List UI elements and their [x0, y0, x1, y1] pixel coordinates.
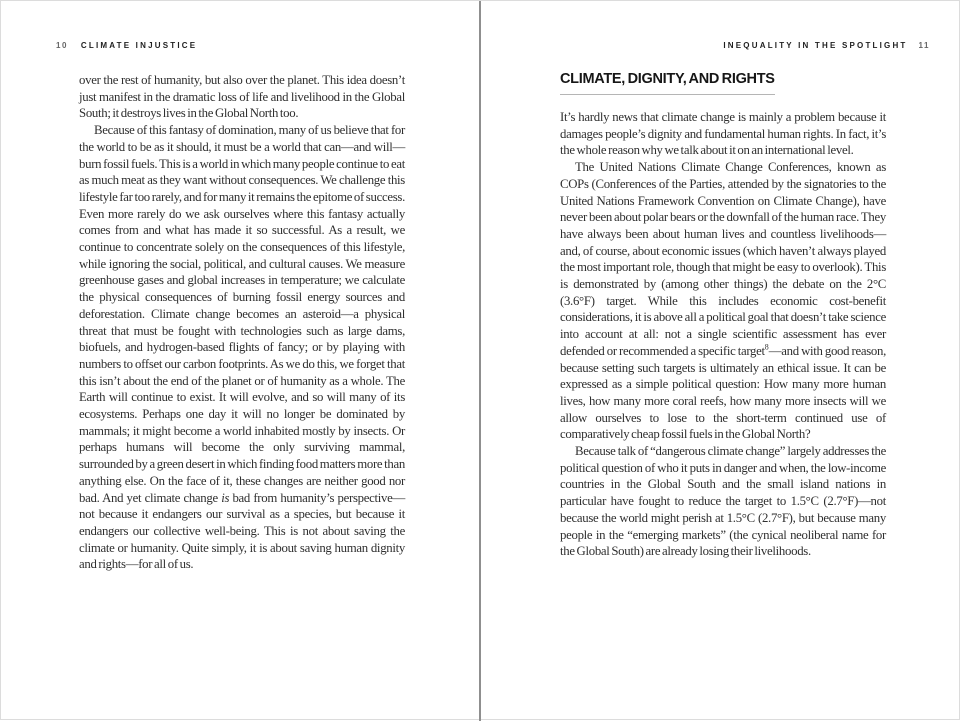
section-heading: CLIMATE, DIGNITY, AND RIGHTS — [560, 72, 775, 95]
left-page-header — [1, 41, 481, 51]
page-gutter-divider — [479, 1, 481, 721]
paragraph: Because talk of “dangerous climate change” largely addresses the political question of who it puts in danger and when, the low-income countries in the Global South and the small island nations in particular have fought to reduce the target to 1.5°C (2.7°F)—not because the world might perish at 1.5°C (2.7°F), but because many people in the “emerging markets” (the cynical neoliberal name for the Global South) are already losing their livelihoods. — [560, 444, 886, 559]
left-page-body — [79, 72, 405, 573]
right-page-header — [481, 41, 960, 51]
right-page-body — [560, 71, 886, 560]
paragraph: It’s hardly news that climate change is mainly a problem because it damages people’s dignity and fundamental human rights. In fact, it’s the whole reason why we talk about it on an international level. — [560, 110, 886, 158]
page-number: 11 — [918, 41, 930, 50]
paragraph: over the rest of humanity, but also over the planet. This idea doesn’t just manifest in the dramatic loss of life and livelihood in the Global South; it destroys lives in the Global North too. — [79, 73, 405, 121]
right-page — [481, 1, 960, 721]
page-number: 10 — [56, 41, 68, 50]
paragraph: The United Nations Climate Change Conferences, known as COPs (Conferences of the Parties, attended by the signatories to the United Nations Framework Convention on Climate Change), have never been about polar bears or the downfall of the human race. They have always been about human lives and countless livelihoods—and, of course, about economic issues (which haven’t always played the most important role, though that might be easy to overlook). This is demonstrated by (among other things) the debate on the 2°C (3.6°F) target. While this includes economic cost-benefit considerations, it is above all a political goal that doesn’t take science into account at all: not a single scientific assessment has ever defended or recommended a specific target$^8$—and with good reason, because setting such targets is ultimately an ethical issue. It can be expressed as a simple political question: How many more human lives, how many more coral reefs, how many more insects will we allow ourselves to lose to the short-term continued use of comparatively cheap fossil fuels in the Global North? — [560, 160, 886, 442]
paragraph: Because of this fantasy of domination, many of us believe that for the world to be as it should, it must be a world that can—and will—burn fossil fuels. This is a world in which many people continue to eat as much meat as they want without consequences. We challenge this lifestyle far too rarely, and for many it remains the epitome of success. Even more rarely do we ask ourselves where this fantasy actually comes from and what has made it so successful. As a result, we continue to concentrate solely on the consequences of this lifestyle, while ignoring the social, political, and cultural causes. We measure greenhouse gases and global increases in temperature; we calculate the physical consequences of burning fossil energy sources and deforestation. Climate change becomes an asteroid—a physical threat that must be fought with technologies such as large dams, biofuels, and hydrogen-based flights of fancy; or by playing with numbers to offset our carbon footprints. As we do this, we forget that this isn’t about the end of the planet or of humanity as a whole. The Earth will continue to exist. It will evolve, and so will many of its ecosystems. Perhaps one day it will no longer be dominated by mammals; it might become a world inhabited mostly by insects. Or perhaps humans will become the only surviving mammal, surrounded by a green desert in which finding food matters more than anything else. On the face of it, these changes are neither good nor bad. And yet climate change is bad from humanity’s perspective—not because it endangers our survival as a species, but because it endangers our collective well-being. This is not about saving the climate or humanity. Quite simply, it is about saving human dignity and rights—for all of us. — [79, 123, 405, 572]
left-page — [1, 1, 481, 721]
right-page-paragraphs — [560, 109, 886, 560]
running-head: INEQUALITY IN THE SPOTLIGHT — [723, 41, 908, 50]
running-head: CLIMATE INJUSTICE — [80, 41, 198, 50]
